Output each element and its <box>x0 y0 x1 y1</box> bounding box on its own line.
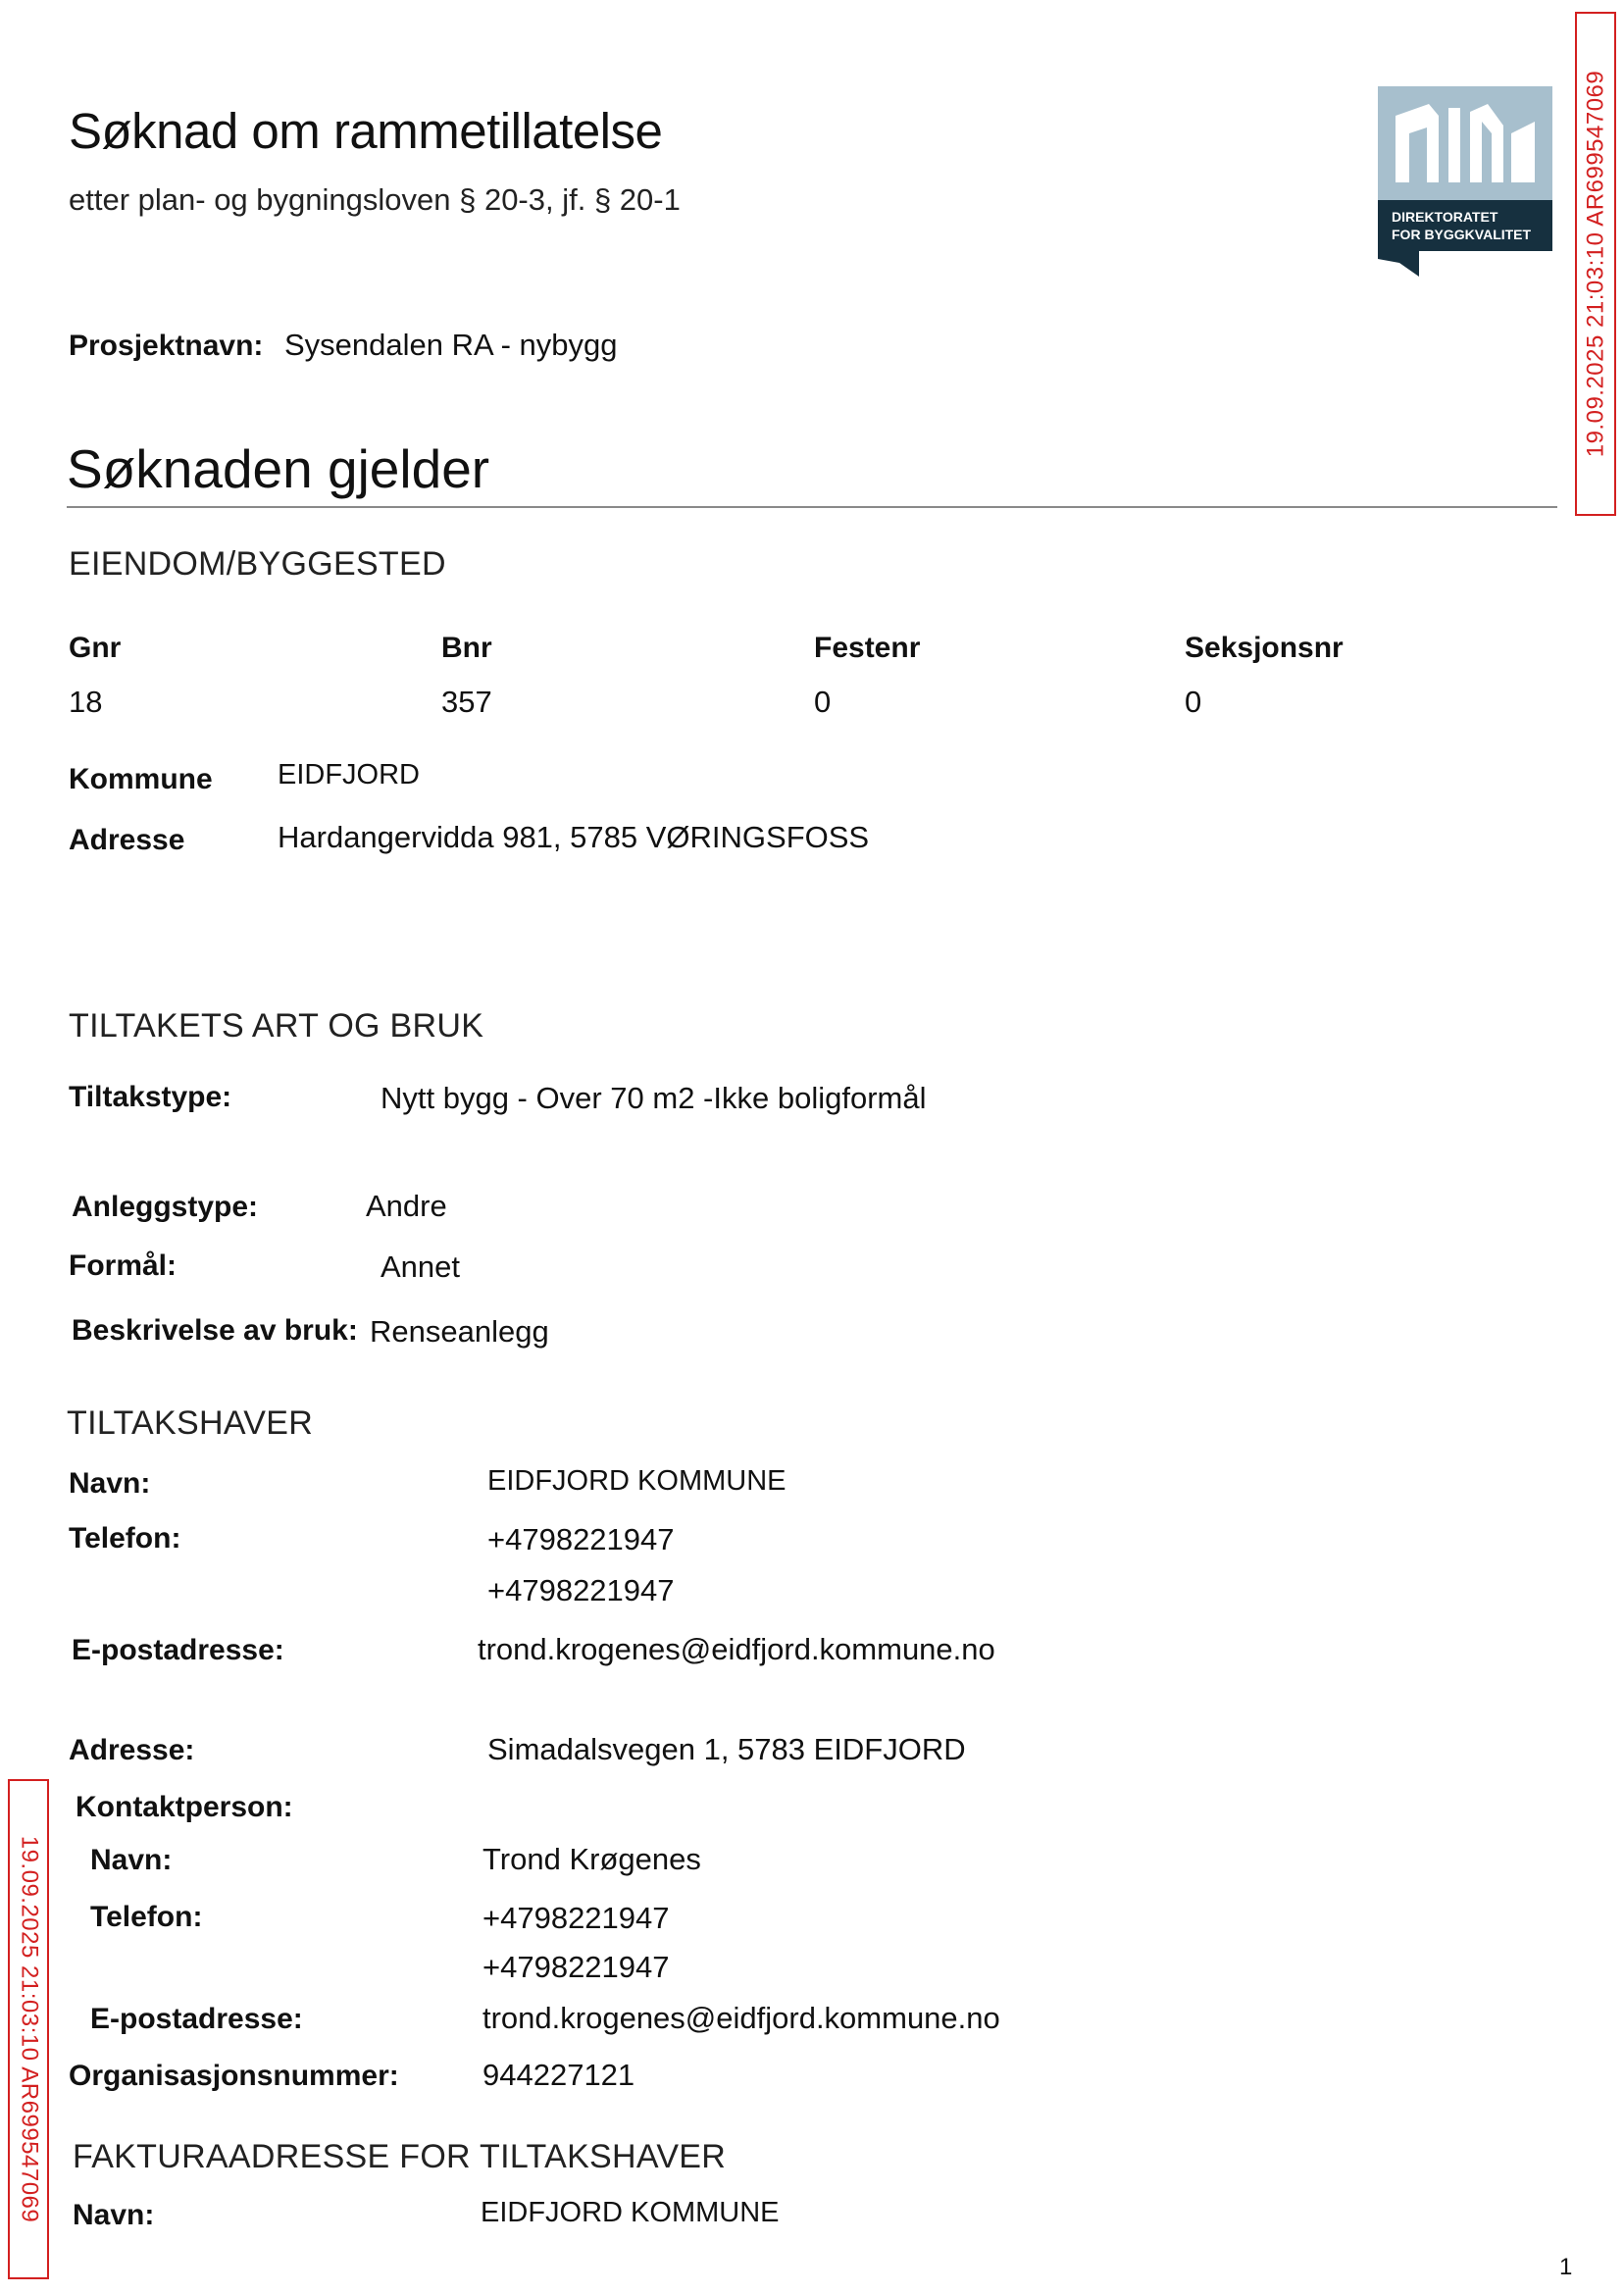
stamp-text: 19.09.2025 21:03:10 AR699547069 <box>16 1835 42 2223</box>
tiltakshaver-telefon-value-2: +4798221947 <box>487 1573 675 1607</box>
document-title: Søknad om rammetillatelse <box>69 103 663 159</box>
project-value: Sysendalen RA - nybygg <box>284 328 618 362</box>
gnr-value: 18 <box>69 685 103 719</box>
gnr-label: Gnr <box>69 632 122 664</box>
festenr-value: 0 <box>814 685 832 719</box>
kontakt-epost-value: trond.krogenes@eidfjord.kommune.no <box>482 2001 1000 2035</box>
kontaktperson-label: Kontaktperson: <box>76 1791 293 1823</box>
section-heading: Søknaden gjelder <box>67 438 490 499</box>
adresse-label: Adresse <box>69 824 185 856</box>
tiltakshaver-epost-value: trond.krogenes@eidfjord.kommune.no <box>478 1632 995 1666</box>
formal-label: Formål: <box>69 1249 178 1282</box>
kontakt-telefon-label: Telefon: <box>90 1901 203 1933</box>
tiltakshaver-telefon-label: Telefon: <box>69 1522 181 1555</box>
tiltakstype-label: Tiltakstype: <box>69 1081 232 1113</box>
dibk-logo <box>1378 86 1552 281</box>
kommune-label: Kommune <box>69 763 213 795</box>
kontakt-navn-label: Navn: <box>90 1844 173 1876</box>
adresse-value: Hardangervidda 981, 5785 VØRINGSFOSS <box>278 820 870 854</box>
tiltakstype-value: Nytt bygg - Over 70 m2 -Ikke boligformål <box>381 1081 927 1115</box>
kontakt-navn-value: Trond Krøgenes <box>482 1842 701 1876</box>
logo-line1: DIREKTORATET <box>1392 209 1498 225</box>
anleggstype-label: Anleggstype: <box>72 1191 259 1223</box>
timestamp-stamp-right <box>1575 12 1616 516</box>
section-divider <box>67 506 1557 508</box>
kontakt-epost-label: E-postadresse: <box>90 2003 303 2035</box>
project-label: Prosjektnavn: <box>69 330 264 362</box>
kontakt-telefon-value-2: +4798221947 <box>482 1950 670 1984</box>
logo-graphic <box>1378 86 1552 277</box>
bnr-label: Bnr <box>441 632 492 664</box>
festenr-label: Festenr <box>814 632 921 664</box>
faktura-navn-value: EIDFJORD KOMMUNE <box>481 2197 780 2228</box>
tiltak-heading: TILTAKETS ART OG BRUK <box>69 1007 484 1045</box>
faktura-navn-label: Navn: <box>73 2199 155 2231</box>
document-subtitle: etter plan- og bygningsloven § 20-3, jf. § 20-1 <box>69 182 681 217</box>
tiltakshaver-navn-value: EIDFJORD KOMMUNE <box>487 1465 787 1497</box>
page-number: 1 <box>1559 2254 1573 2280</box>
formal-value: Annet <box>381 1249 461 1284</box>
stamp-text: 19.09.2025 21:03:10 AR699547069 <box>1582 70 1608 458</box>
anleggstype-value: Andre <box>366 1189 447 1223</box>
bnr-value: 357 <box>441 685 492 719</box>
kontakt-telefon-value-1: +4798221947 <box>482 1901 670 1935</box>
seksjonsnr-label: Seksjonsnr <box>1185 632 1344 664</box>
beskrivelse-value: Renseanlegg <box>370 1314 549 1349</box>
tiltakshaver-heading: TILTAKSHAVER <box>67 1404 314 1442</box>
timestamp-stamp-left <box>8 1779 49 2279</box>
beskrivelse-label: Beskrivelse av bruk: <box>72 1314 358 1347</box>
tiltakshaver-epost-label: E-postadresse: <box>72 1634 284 1666</box>
seksjonsnr-value: 0 <box>1185 685 1202 719</box>
tiltakshaver-telefon-value-1: +4798221947 <box>487 1522 675 1556</box>
logo-line2: FOR BYGGKVALITET <box>1392 227 1532 242</box>
tiltakshaver-adresse-value: Simadalsvegen 1, 5783 EIDFJORD <box>487 1732 966 1766</box>
orgnr-label: Organisasjonsnummer: <box>69 2060 399 2092</box>
kommune-value: EIDFJORD <box>278 759 420 790</box>
orgnr-value: 944227121 <box>482 2058 635 2092</box>
tiltakshaver-navn-label: Navn: <box>69 1467 151 1500</box>
eiendom-heading: EIENDOM/BYGGESTED <box>69 545 446 583</box>
tiltakshaver-adresse-label: Adresse: <box>69 1734 195 1766</box>
faktura-heading: FAKTURAADRESSE FOR TILTAKSHAVER <box>73 2138 727 2175</box>
